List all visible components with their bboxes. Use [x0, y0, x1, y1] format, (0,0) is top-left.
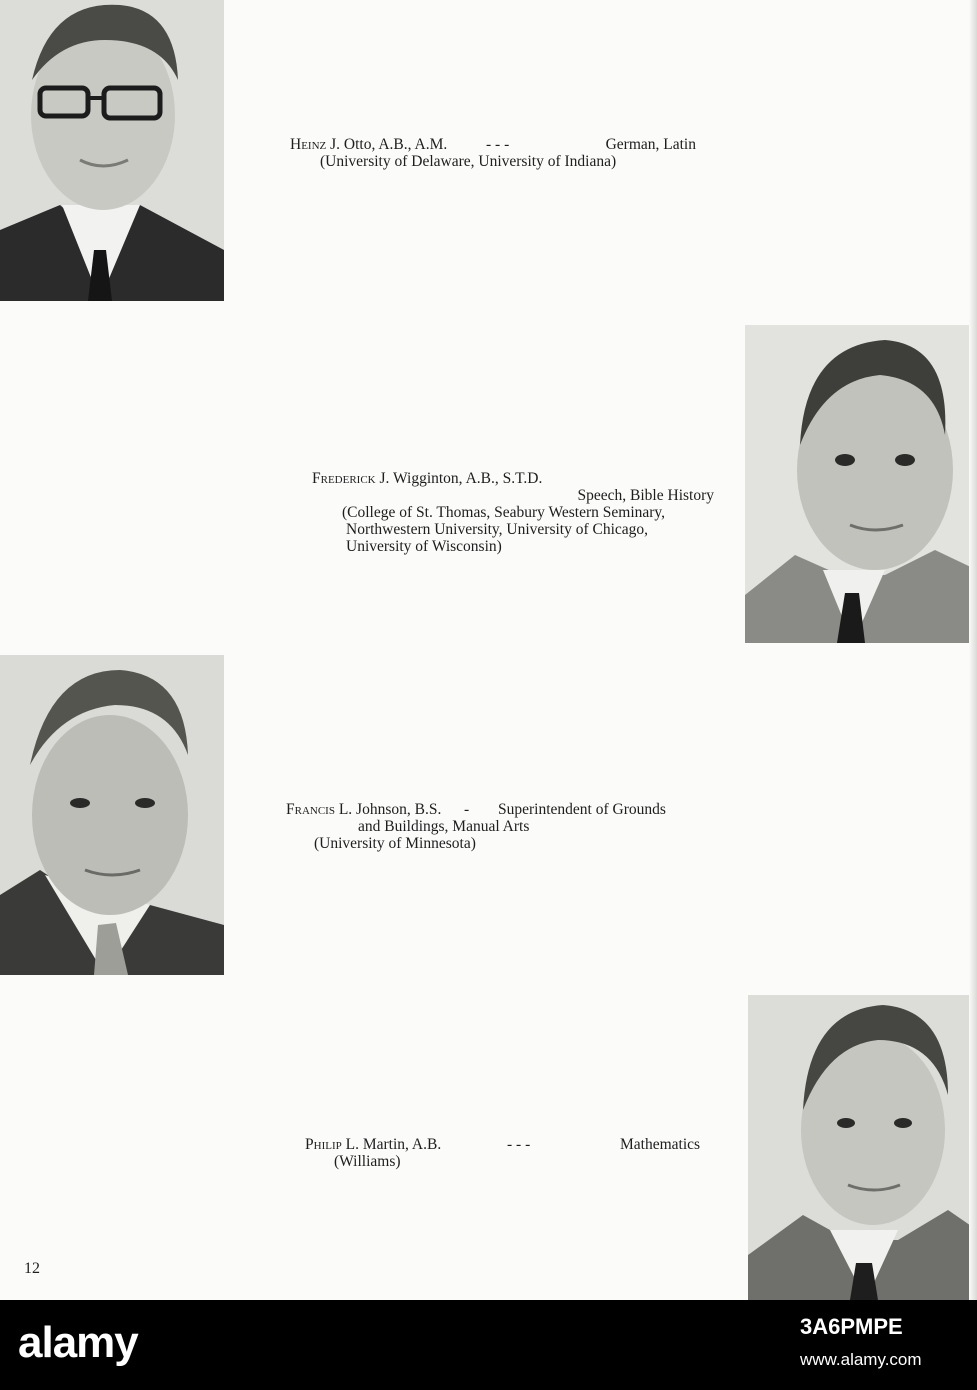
- faculty-entry-martin: [305, 1136, 715, 1176]
- education: (University of Minnesota): [314, 835, 476, 852]
- name-first: Philip: [305, 1136, 342, 1153]
- education-line-1: (College of St. Thomas, Seabury Western Seminary,: [342, 504, 666, 521]
- faculty-name: [305, 1136, 441, 1153]
- portrait-photo-wigginton: [745, 325, 977, 643]
- name-rest: J. Wigginton, A.B., S.T.D.: [375, 470, 543, 487]
- faculty-name: [312, 470, 542, 487]
- subjects: Mathematics: [620, 1136, 701, 1153]
- faculty-entry-otto: [290, 136, 710, 176]
- stock-watermark-banner: [0, 1300, 977, 1390]
- separator-dashes: -: [464, 801, 470, 818]
- portrait-photo-martin: [748, 995, 977, 1300]
- education: (University of Delaware, University of Indiana): [320, 153, 617, 170]
- name-rest: J. Otto, A.B., A.M.: [326, 136, 448, 153]
- page-edge-shadow: [969, 0, 977, 1300]
- separator-dashes: - - -: [486, 136, 510, 153]
- faculty-name: [290, 136, 447, 153]
- portrait-photo-johnson: [0, 655, 224, 975]
- subjects: Speech, Bible History: [577, 487, 714, 504]
- image-id: 3A6PMPE: [800, 1314, 903, 1339]
- education-line-3: University of Wisconsin): [346, 538, 502, 555]
- name-first: Frederick: [312, 470, 376, 487]
- name-first: Francis: [286, 801, 335, 818]
- faculty-name: [286, 801, 441, 818]
- separator-dashes: - - -: [507, 1136, 531, 1153]
- portrait-photo-otto: [0, 0, 224, 301]
- faculty-entry-wigginton: [312, 470, 717, 565]
- name-rest: L. Johnson, B.S.: [334, 801, 442, 818]
- subjects-line-1: Superintendent of Grounds: [498, 801, 666, 818]
- subjects-line-2: and Buildings, Manual Arts: [358, 818, 530, 835]
- name-rest: L. Martin, A.B.: [341, 1136, 442, 1153]
- subjects: German, Latin: [605, 136, 696, 153]
- alamy-logo: alamy: [18, 1318, 138, 1367]
- faculty-entry-johnson: [286, 801, 706, 861]
- page-number: 12: [24, 1260, 40, 1277]
- site-url: www.alamy.com: [800, 1350, 922, 1369]
- education-line-2: Northwestern University, University of Chicago,: [346, 521, 649, 538]
- name-first: Heinz: [290, 136, 327, 153]
- education: (Williams): [334, 1153, 401, 1170]
